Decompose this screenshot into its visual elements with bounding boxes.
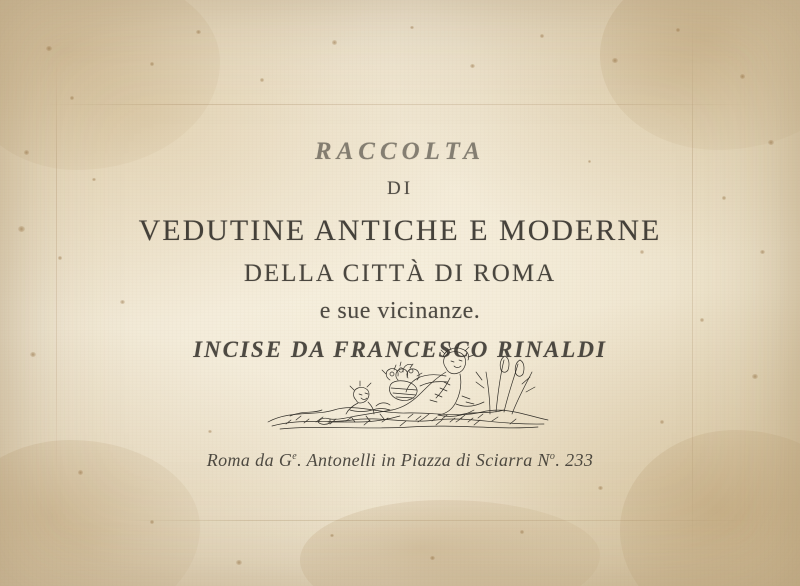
title-line-incise-da-francesco-rinaldi: INCISE DA FRANCESCO RINALDI [193,337,607,362]
foxing-spot [330,534,334,537]
imprint-superscript-e: e [292,451,298,462]
foxing-spot [70,96,74,100]
foxing-spot [332,40,337,45]
foxing-spot [410,26,414,29]
paper-stain [600,0,800,150]
title-line-della-citta-di-roma: DELLA CITTÀ DI ROMA [243,260,557,287]
foxing-spot [752,374,758,379]
foxing-spot [598,486,603,490]
imprint-prefix: Roma da G [206,450,293,470]
title-line-di: DI [386,178,414,199]
title-line-vedutine: VEDUTINE ANTICHE E MODERNE [138,214,662,247]
foxing-spot [612,58,618,63]
foxing-spot [208,430,212,433]
foxing-spot [676,28,680,32]
foxing-spot [150,62,154,66]
imprint-superscript-o: o [549,451,556,462]
foxing-spot [660,420,664,424]
foxing-spot [196,30,201,34]
foxing-spot [236,560,242,565]
foxing-spot [520,530,524,534]
foxing-spot [430,556,435,560]
foxing-spot [46,46,52,51]
paper-crease-horizontal [40,104,760,105]
paper-crease-horizontal [120,520,760,521]
imprint-middle: . Antonelli in Piazza di Sciarra N [297,450,550,470]
foxing-spot [260,78,264,82]
title-line-e-sue-vicinanze: e sue vicinanze. [319,298,481,324]
imprint-number: . 233 [555,450,594,470]
title-line-raccolta: RACCOLTA [314,138,486,165]
paper-stain [300,500,600,586]
foxing-spot [470,64,475,68]
river-god-vignette-illustration [260,330,560,445]
foxing-spot [540,34,544,38]
imprint-line [0,450,800,471]
foxing-spot [740,74,745,79]
